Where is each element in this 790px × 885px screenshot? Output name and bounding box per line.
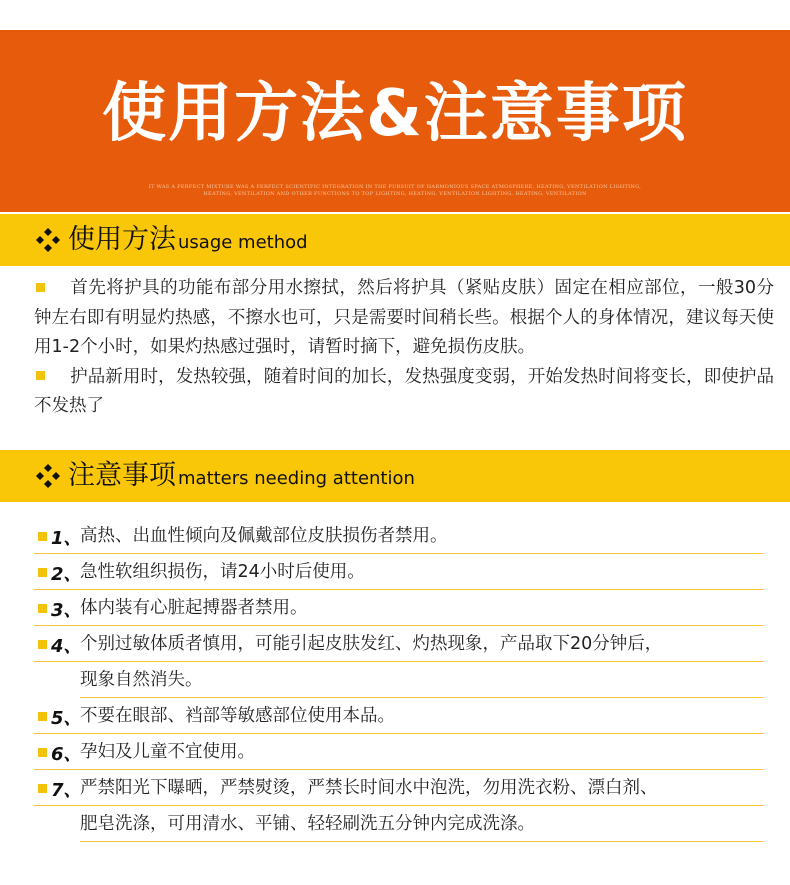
list-item: 2、 急性软组织损伤，请24小时后使用。 xyxy=(34,554,764,590)
list-item: 4、 个别过敏体质者慎用，可能引起皮肤发红、灼热现象，产品取下20分钟后， xyxy=(34,626,764,662)
usage-heading: 使用方法 xyxy=(68,224,176,255)
list-item: 1、 高热、出血性倾向及佩戴部位皮肤损伤者禁用。 xyxy=(34,518,764,554)
usage-text xyxy=(34,274,774,422)
list-item: 3、 体内装有心脏起搏器者禁用。 xyxy=(34,590,764,626)
square-bullet-icon xyxy=(38,568,47,577)
square-bullet-icon xyxy=(36,371,45,380)
list-item-continuation: 肥皂洗涤，可用清水、平铺、轻轻刷洗五分钟内完成洗涤。 xyxy=(80,806,764,842)
square-bullet-icon xyxy=(38,712,47,721)
usage-paragraph: 护品新用时，发热较强，随着时间的加长，发热强度变弱，开始发热时间将变长，即使护品不发热了 xyxy=(34,366,774,416)
square-bullet-icon xyxy=(38,640,47,649)
four-diamond-icon xyxy=(34,462,62,490)
banner-subtitle: IT WAS A PERFECT MIXTURE WAS A PERFECT SCIENTIFIC INTEGRATION IN THE PURSUIT OF HARMONIOUS SPACE ATMOSPHERE, HEATING, VENTILATION LIGHTING, HEATING, VENTILATION AND OTHER FUNCTIONS TO TOP LIGHTING, HEATING, VENTILATION LIGHTING, HEATING, VENTILATION xyxy=(148,184,642,197)
title-banner xyxy=(0,30,790,212)
list-item: 7、 严禁阳光下曝晒，严禁熨烫，严禁长时间水中泡洗，勿用洗衣粉、漂白剂、 xyxy=(34,770,764,806)
square-bullet-icon xyxy=(38,532,47,541)
square-bullet-icon xyxy=(36,283,45,292)
usage-paragraph: 首先将护具的功能布部分用水擦拭，然后将护具（紧贴皮肤）固定在相应部位，一般30分钟左右即有明显灼热感，不擦水也可，只是需要时间稍长些。根据个人的身体情况，建议每天使用1-2个小时，如果灼热感过强时，请暂时摘下，避免损伤皮肤。 xyxy=(34,278,774,357)
square-bullet-icon xyxy=(38,604,47,613)
list-item: 6、 孕妇及儿童不宜使用。 xyxy=(34,734,764,770)
notes-heading: 注意事项 xyxy=(68,460,176,491)
square-bullet-icon xyxy=(38,784,47,793)
four-diamond-icon xyxy=(34,226,62,254)
list-item: 5、 不要在眼部、裆部等敏感部位使用本品。 xyxy=(34,698,764,734)
notes-section-header xyxy=(0,450,790,502)
usage-section-header xyxy=(0,214,790,266)
list-item-continuation: 现象自然消失。 xyxy=(80,662,764,698)
notes-heading-en: matters needing attention xyxy=(178,467,415,489)
usage-heading-en: usage method xyxy=(178,231,308,253)
notes-list xyxy=(34,518,764,842)
page-title: 使用方法&注意事项 xyxy=(102,77,688,151)
square-bullet-icon xyxy=(38,748,47,757)
